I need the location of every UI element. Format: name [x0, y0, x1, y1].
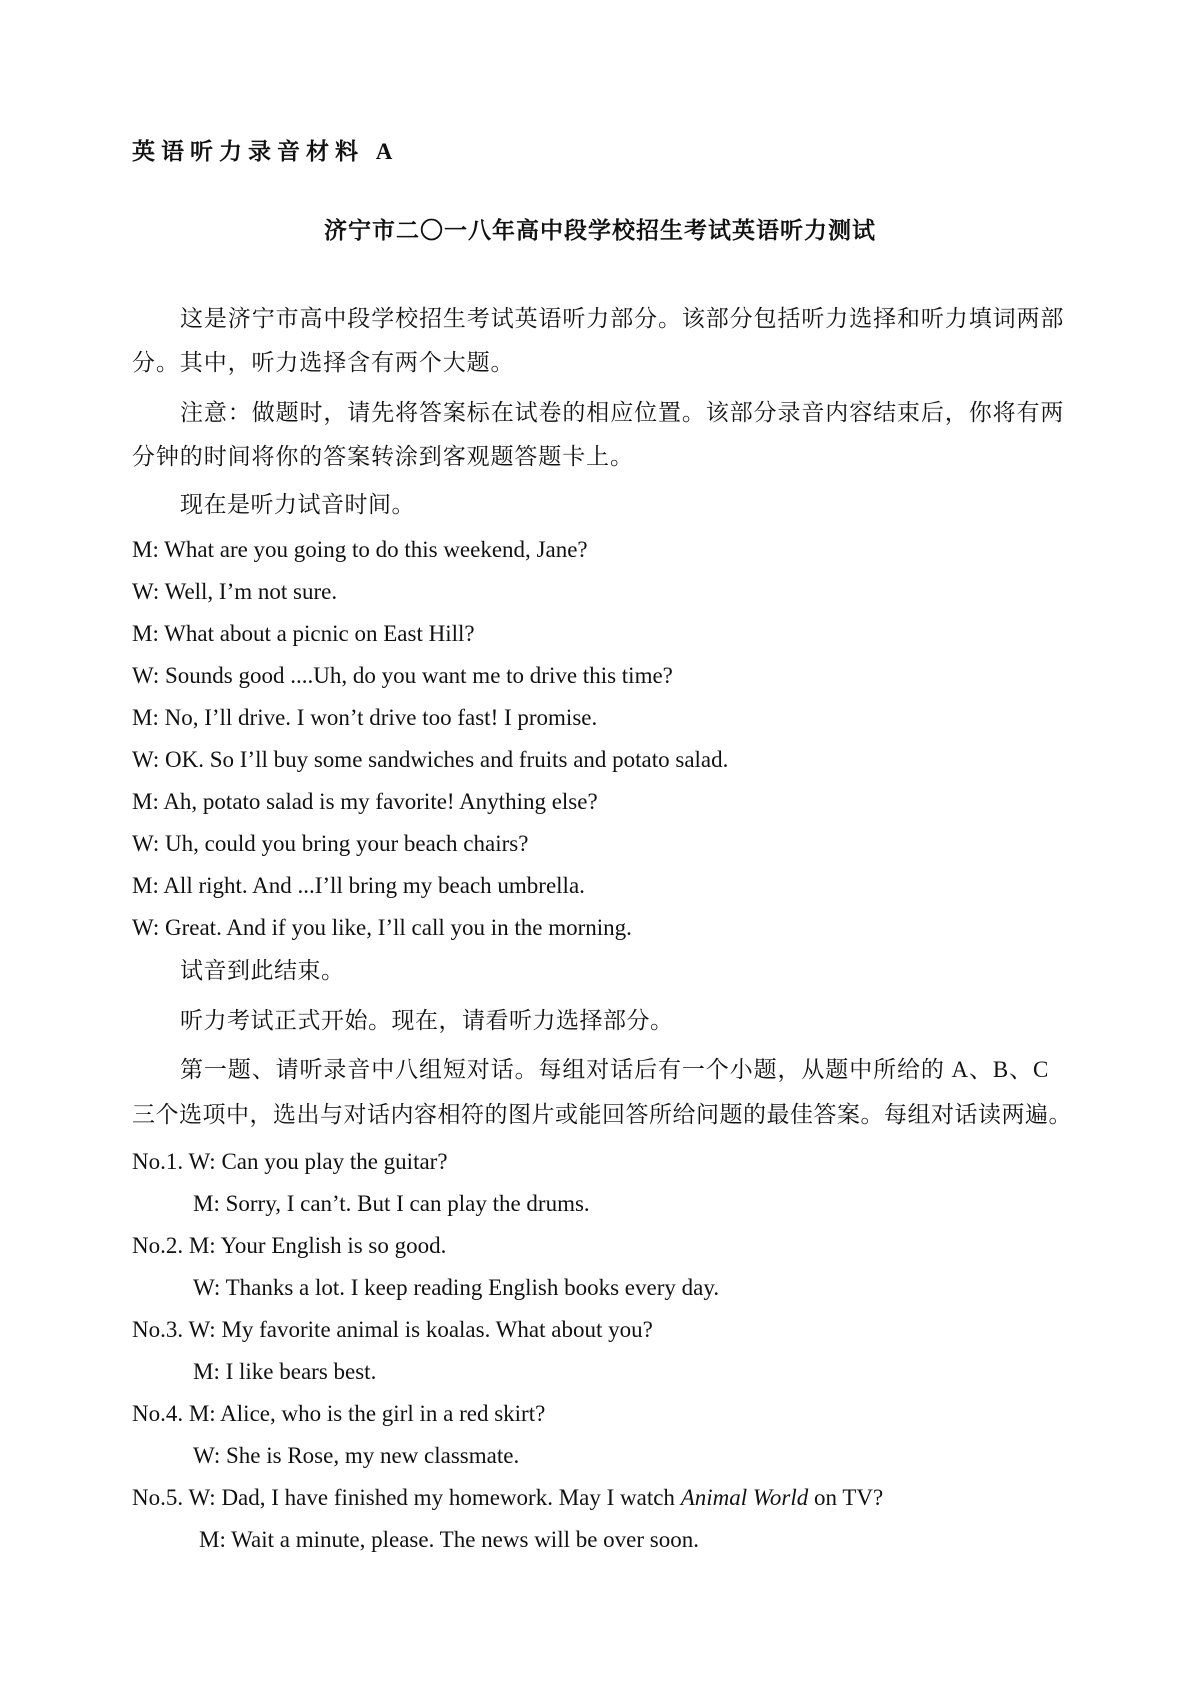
- question-2: No.2. M: Your English is so good.: [132, 1233, 447, 1258]
- trial-dialogue-line: M: What about a picnic on East Hill?: [132, 621, 475, 646]
- answer-2: W: Thanks a lot. I keep reading English books every day.: [193, 1275, 720, 1300]
- notice-line-2: 分钟的时间将你的答案转涂到客观题答题卡上。: [132, 444, 634, 469]
- exam-start: 听力考试正式开始。现在，请看听力选择部分。: [180, 1008, 674, 1033]
- document-title: 济宁市二〇一八年高中段学校招生考试英语听力测试: [324, 218, 876, 243]
- trial-dialogue-line: M: Ah, potato salad is my favorite! Anything else?: [132, 789, 598, 814]
- section1-line-1: 第一题、请听录音中八组短对话。每组对话后有一个小题，从题中所给的 A、B、C: [180, 1057, 1050, 1082]
- trial-start: 现在是听力试音时间。: [180, 492, 415, 517]
- section1-line-2: 三个选项中，选出与对话内容相符的图片或能回答所给问题的最佳答案。每组对话读两遍。: [132, 1102, 1072, 1127]
- trial-dialogue-line: W: Uh, could you bring your beach chairs?: [132, 831, 529, 856]
- trial-end: 试音到此结束。: [180, 958, 345, 983]
- trial-dialogue-line: M: All right. And ...I’ll bring my beach umbrella.: [132, 873, 585, 898]
- question-5-text-pre: No.5. W: Dad, I have finished my homework. May I watch: [132, 1485, 681, 1510]
- intro-line-1: 这是济宁市高中段学校招生考试英语听力部分。该部分包括听力选择和听力填词两部: [180, 306, 1065, 331]
- answer-4: W: She is Rose, my new classmate.: [193, 1443, 520, 1468]
- question-5: [132, 1483, 883, 1513]
- trial-dialogue-line: W: Sounds good ....Uh, do you want me to drive this time?: [132, 663, 673, 688]
- answer-5: M: Wait a minute, please. The news will be over soon.: [199, 1527, 700, 1552]
- trial-dialogue-line: W: OK. So I’ll buy some sandwiches and fruits and potato salad.: [132, 747, 729, 772]
- answer-3: M: I like bears best.: [193, 1359, 377, 1384]
- trial-dialogue-line: W: Well, I’m not sure.: [132, 579, 338, 604]
- answer-1: M: Sorry, I can’t. But I can play the drums.: [193, 1191, 590, 1216]
- intro-line-2: 分。其中，听力选择含有两个大题。: [132, 350, 515, 375]
- question-3: No.3. W: My favorite animal is koalas. What about you?: [132, 1317, 653, 1342]
- trial-dialogue-line: W: Great. And if you like, I’ll call you in the morning.: [132, 915, 632, 940]
- document-header: 英语听力录音材料 A: [132, 139, 399, 164]
- trial-dialogue-line: M: No, I’ll drive. I won’t drive too fast! I promise.: [132, 705, 598, 730]
- question-5-text-post: on TV?: [808, 1485, 884, 1510]
- question-4: No.4. M: Alice, who is the girl in a red skirt?: [132, 1401, 546, 1426]
- notice-line-1: 注意：做题时，请先将答案标在试卷的相应位置。该部分录音内容结束后，你将有两: [180, 400, 1065, 425]
- trial-dialogue-line: M: What are you going to do this weekend, Jane?: [132, 537, 588, 562]
- question-1: No.1. W: Can you play the guitar?: [132, 1149, 448, 1174]
- question-5-program-title: Animal World: [680, 1485, 809, 1510]
